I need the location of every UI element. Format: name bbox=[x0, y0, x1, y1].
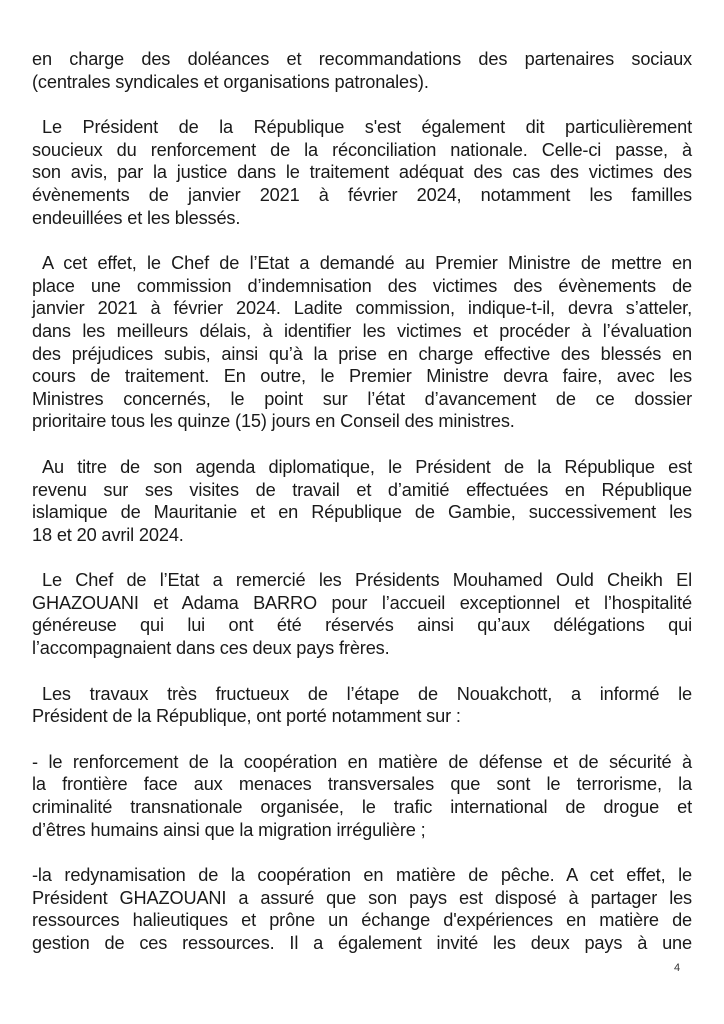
text-line: 18 et 20 avril 2024. bbox=[32, 524, 184, 545]
text-line: d’êtres humains ainsi que la migration irrégulière ; bbox=[32, 819, 426, 840]
text-line: GHAZOUANI et Adama BARRO pour l’accueil exceptionnel et l’hospitalité bbox=[32, 592, 692, 613]
text-line: Les travaux très fructueux de l’étape de Nouakchott, a informé le bbox=[42, 683, 692, 704]
text-line: A cet effet, le Chef de l’Etat a demandé au Premier Ministre de mettre en bbox=[42, 253, 692, 274]
text-line: Le Chef de l’Etat a remercié les Présidents Mouhamed Ould Cheikh El bbox=[42, 570, 692, 591]
list-item-fisheries bbox=[32, 864, 692, 954]
text-line: place une commission d’indemnisation des victimes des évènements de bbox=[32, 275, 692, 296]
paragraph-nouakchott-works bbox=[32, 683, 692, 728]
text-line: généreuse qui lui ont été réservés ainsi qu’aux délégations qui bbox=[32, 615, 692, 636]
text-line: cours de traitement. En outre, le Premier Ministre devra faire, avec les bbox=[32, 366, 692, 387]
text-line: évènements de janvier 2021 à février 2024, notamment les familles bbox=[32, 184, 692, 205]
text-line: Le Président de la République s'est également dit particulièrement bbox=[42, 117, 692, 138]
text-line: ressources halieutiques et prône un échange d'expériences en matière de bbox=[32, 910, 692, 931]
text-line: soucieux du renforcement de la réconciliation nationale. Celle-ci passe, à bbox=[32, 139, 692, 160]
paragraph-thanks-presidents bbox=[32, 569, 692, 659]
paragraph-diplomatic-agenda bbox=[32, 456, 692, 546]
text-line: criminalité transnationale organisée, le trafic international de drogue et bbox=[32, 797, 692, 818]
text-line: endeuillées et les blessés. bbox=[32, 207, 241, 228]
text-line: en charge des doléances et recommandations des partenaires sociaux bbox=[32, 49, 692, 69]
text-line: revenu sur ses visites de travail et d’amitié effectuées en République bbox=[32, 479, 692, 500]
text-line: -la redynamisation de la coopération en matière de pêche. A cet effet, le bbox=[32, 865, 692, 886]
text-line: gestion de ces ressources. Il a également invité les deux pays à une bbox=[32, 933, 692, 953]
text-line: prioritaire tous les quinze (15) jours en Conseil des ministres. bbox=[32, 411, 515, 432]
text-line: dans les meilleurs délais, à identifier les victimes et procéder à l’évaluation bbox=[32, 320, 692, 341]
text-line: islamique de Mauritanie et en République de Gambie, successivement les bbox=[32, 502, 692, 523]
text-line: Président GHAZOUANI a assuré que son pays est disposé à partager les bbox=[32, 887, 692, 908]
text-line: la frontière face aux menaces transversales que sont le terrorisme, la bbox=[32, 774, 692, 795]
text-line: Ministres concernés, le point sur l’état d’avancement de ce dossier bbox=[32, 388, 692, 409]
page-number: 4 bbox=[674, 962, 681, 974]
text-line: l’accompagnaient dans ces deux pays frères. bbox=[32, 638, 390, 659]
text-line: janvier 2021 à février 2024. Ladite commission, indique-t-il, devra s’atteler, bbox=[32, 298, 692, 319]
text-line: - le renforcement de la coopération en matière de défense et de sécurité à bbox=[32, 751, 692, 772]
text-line: Président de la République, ont porté notamment sur : bbox=[32, 706, 461, 727]
text-line: des préjudices subis, ainsi qu’à la prise en charge effective des blessés en bbox=[32, 343, 692, 364]
document-page bbox=[32, 48, 692, 978]
paragraph-national-reconciliation bbox=[32, 116, 692, 229]
text-line: Au titre de son agenda diplomatique, le Président de la République est bbox=[42, 456, 692, 477]
list-item-defense-security bbox=[32, 751, 692, 841]
paragraph-compensation-commission bbox=[32, 252, 692, 433]
paragraph-partners-grievances bbox=[32, 48, 692, 93]
text-line: son avis, par la justice dans le traitement adéquat des cas des victimes des bbox=[32, 162, 692, 183]
text-line: (centrales syndicales et organisations patronales). bbox=[32, 71, 429, 92]
